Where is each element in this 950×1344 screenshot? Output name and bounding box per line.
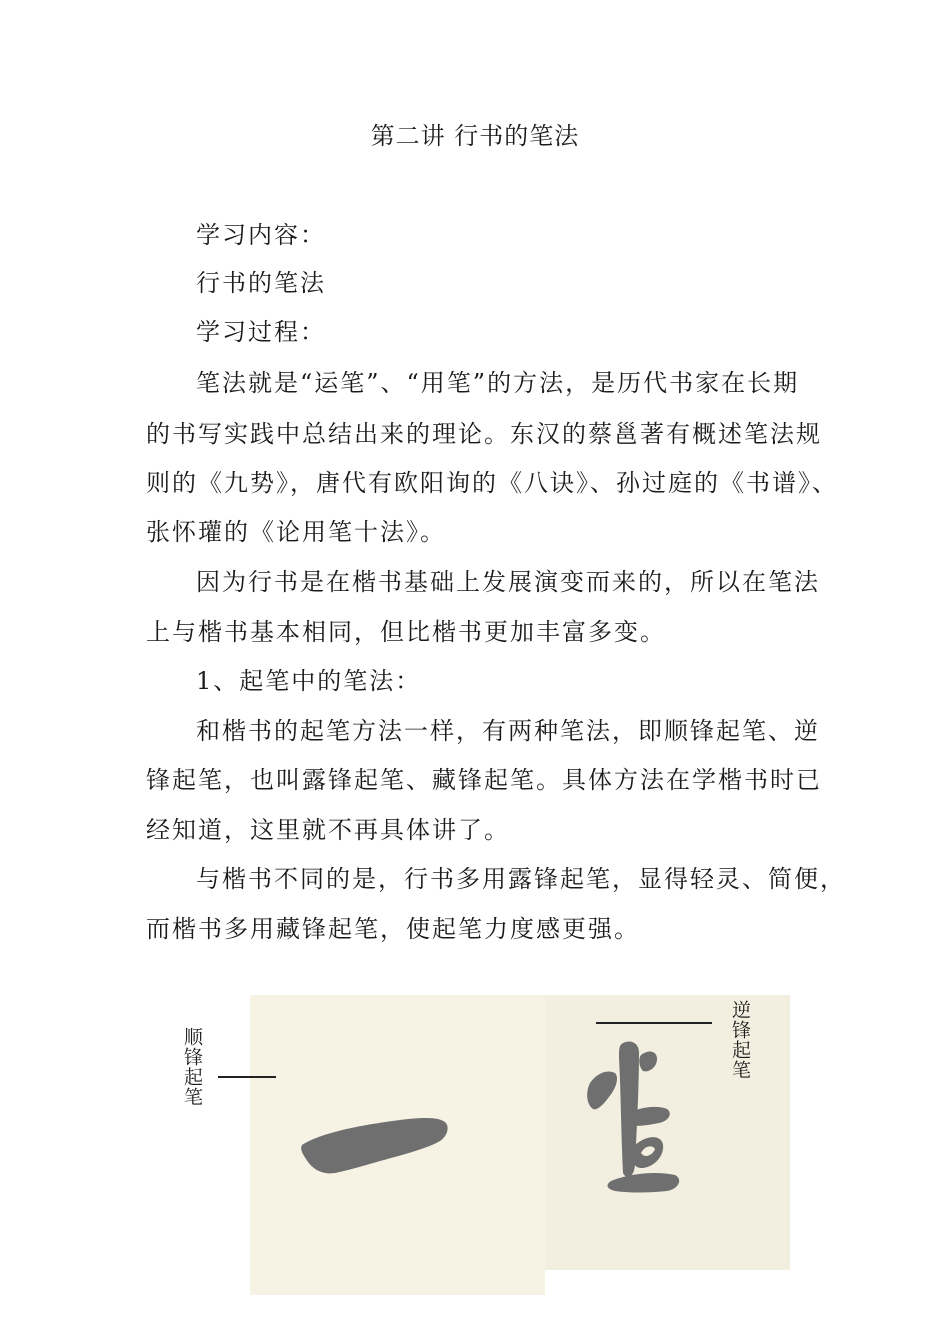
- paragraph-line: 张怀瓘的《论用笔十法》。: [146, 518, 446, 546]
- calligraphy-yi-stroke: [250, 995, 545, 1295]
- paragraph-line: 和楷书的起笔方法一样，有两种笔法，即顺锋起笔、逆: [196, 717, 820, 745]
- paragraph-line: 笔法就是“运笔”、“用笔”的方法，是历代书家在长期: [196, 369, 800, 397]
- paragraph-line: 而楷书多用藏锋起笔，使起笔力度感更强。: [146, 915, 640, 943]
- calligraphy-figure: [250, 995, 790, 1295]
- paragraph-line: 锋起笔，也叫露锋起笔、藏锋起笔。具体方法在学楷书时已: [146, 766, 822, 794]
- leader-line-left: [218, 1076, 276, 1078]
- paragraph-line: 经知道，这里就不再具体讲了。: [146, 816, 510, 844]
- section-content-text: 行书的笔法: [196, 269, 326, 297]
- leader-line-right: [596, 1022, 712, 1024]
- paragraph-line: 与楷书不同的是，行书多用露锋起笔，显得轻灵、简便，: [196, 865, 846, 893]
- section-process-label: 学习过程：: [196, 318, 326, 346]
- paragraph-line: 上与楷书基本相同，但比楷书更加丰富多变。: [146, 618, 666, 646]
- label-nifeng: 逆锋起笔: [729, 1000, 751, 1080]
- paragraph-line: 则的《九势》，唐代有欧阳询的《八诀》、孙过庭的《书谱》、: [146, 469, 838, 497]
- label-shunfeng: 顺锋起笔: [181, 1027, 203, 1107]
- paragraph-line: 的书写实践中总结出来的理论。东汉的蔡邕著有概述笔法规: [146, 420, 822, 448]
- paragraph-line: 因为行书是在楷书基础上发展演变而来的，所以在笔法: [196, 568, 820, 596]
- calligraphy-sheng-character: [545, 995, 790, 1270]
- section-content-label: 学习内容：: [196, 221, 326, 249]
- page-title: 第二讲 行书的笔法: [370, 122, 580, 150]
- calligraphy-panel-right: [545, 995, 790, 1270]
- calligraphy-panel-left: [250, 995, 545, 1295]
- subsection-heading: 1、起笔中的笔法：: [196, 667, 422, 695]
